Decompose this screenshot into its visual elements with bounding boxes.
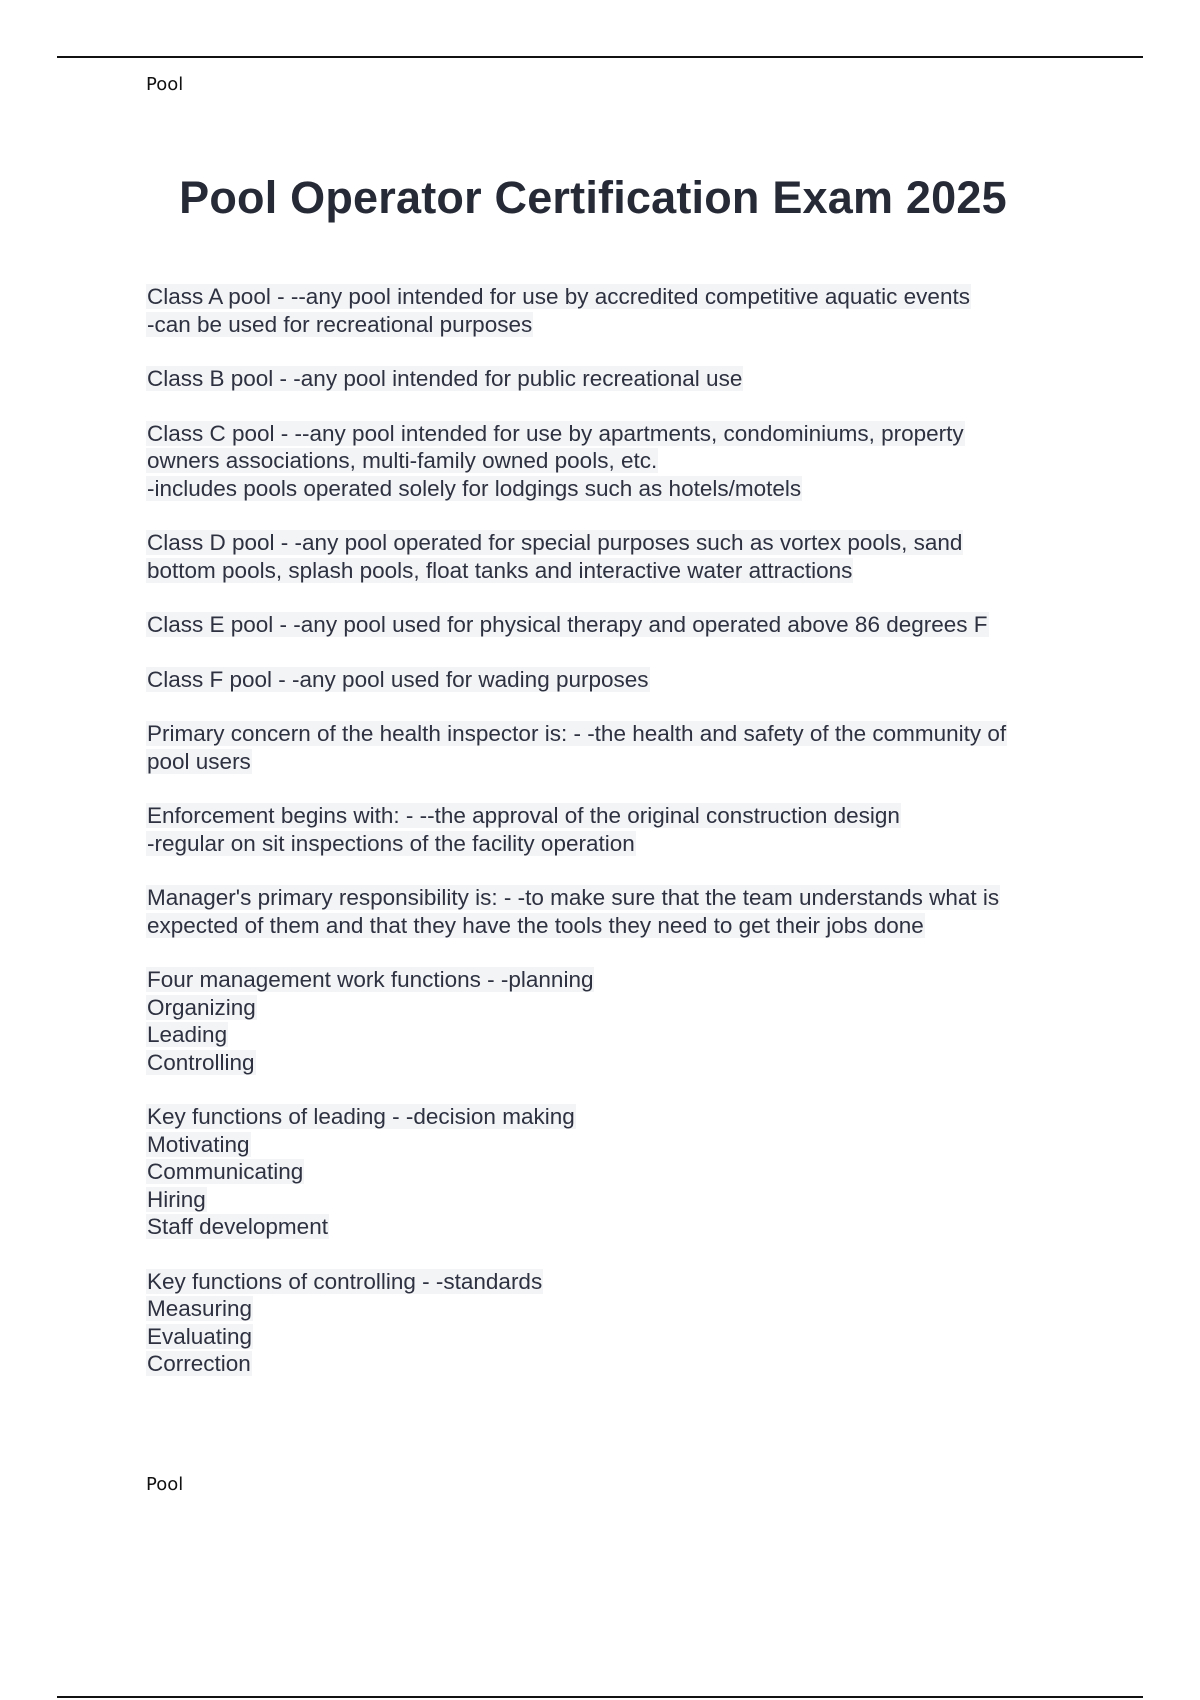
flashcard-list [146,283,1086,1405]
entry-text: Four management work functions - -planning [147,967,594,992]
entry-text: -can be used for recreational purposes [147,311,533,337]
entry-definition-line [146,557,1086,585]
entry-text: -regular on sit inspections of the facility operation [147,830,635,856]
entry-term-line [146,884,1086,912]
entry-text: Class A pool - --any pool intended for use by accredited competitive aquatic events [147,284,970,309]
entry-text: Key functions of controlling - -standards [147,1268,543,1294]
header-rule [57,56,1143,58]
flashcard-entry [146,420,1086,503]
flashcard-entry [146,666,1086,694]
entry-text: Hiring [147,1186,206,1212]
entry-definition-line [146,830,1086,858]
entry-term-line [146,1103,1086,1131]
entry-definition-line [146,1131,1086,1159]
entry-text: Organizing [147,994,256,1020]
entry-text: Key functions of leading - -decision making [147,1104,575,1129]
flashcard-entry [146,283,1086,338]
entry-text: Measuring [147,1296,253,1321]
entry-definition-line [146,1295,1086,1323]
flashcard-entry [146,529,1086,584]
entry-definition-line [146,311,1086,339]
running-footer: Pool [146,1474,184,1495]
entry-text: Enforcement begins with: - --the approval of the original construction design [147,803,900,828]
flashcard-entry [146,966,1086,1076]
entry-term-line [146,420,1086,448]
entry-text: -includes pools operated solely for lodgings such as hotels/motels [147,475,802,501]
entry-term-line [146,529,1086,557]
entry-text: Primary concern of the health inspector is: - -the health and safety of the community of [147,721,1007,746]
entry-term-line [146,666,1086,694]
footer-rule [57,1696,1143,1698]
entry-text: Class C pool - --any pool intended for use by apartments, condominiums, property [147,420,964,446]
entry-text: Staff development [147,1214,328,1239]
flashcard-entry [146,1103,1086,1241]
entry-term-line [146,802,1086,830]
entry-text: Class E pool - -any pool used for physical therapy and operated above 86 degrees F [147,612,988,637]
entry-text: Class B pool - -any pool intended for public recreational use [147,366,743,391]
entry-text: bottom pools, splash pools, float tanks and interactive water attractions [147,557,853,583]
entry-definition-line [146,1021,1086,1049]
flashcard-entry [146,1268,1086,1378]
entry-term-line [146,720,1086,748]
entry-term-line [146,1268,1086,1296]
entry-text: pool users [147,748,251,774]
entry-term-line [146,611,1086,639]
flashcard-entry [146,884,1086,939]
entry-text: Controlling [147,1049,255,1075]
entry-definition-line [146,1186,1086,1214]
flashcard-entry [146,365,1086,393]
entry-definition-line [146,447,1086,475]
page-title: Pool Operator Certification Exam 2025 [179,172,1007,223]
entry-definition-line [146,1323,1086,1351]
entry-definition-line [146,748,1086,776]
entry-term-line [146,966,1086,994]
entry-text: Manager's primary responsibility is: - -to make sure that the team understands what is [147,885,1000,910]
running-header: Pool [146,74,184,95]
entry-definition-line [146,994,1086,1022]
flashcard-entry [146,720,1086,775]
entry-text: Leading [147,1022,228,1047]
entry-text: Class D pool - -any pool operated for special purposes such as vortex pools, sand [147,530,963,555]
entry-text: Communicating [147,1159,304,1184]
flashcard-entry [146,611,1086,639]
entry-text: owners associations, multi-family owned pools, etc. [147,448,658,473]
entry-text: Correction [147,1351,251,1376]
entry-text: Class F pool - -any pool used for wading purposes [147,666,649,692]
entry-text: expected of them and that they have the tools they need to get their jobs done [147,912,924,938]
entry-term-line [146,283,1086,311]
flashcard-entry [146,802,1086,857]
entry-definition-line [146,912,1086,940]
entry-text: Motivating [147,1131,250,1157]
entry-text: Evaluating [147,1323,253,1349]
entry-definition-line [146,475,1086,503]
entry-term-line [146,365,1086,393]
entry-definition-line [146,1049,1086,1077]
entry-definition-line [146,1350,1086,1378]
entry-definition-line [146,1213,1086,1241]
entry-definition-line [146,1158,1086,1186]
